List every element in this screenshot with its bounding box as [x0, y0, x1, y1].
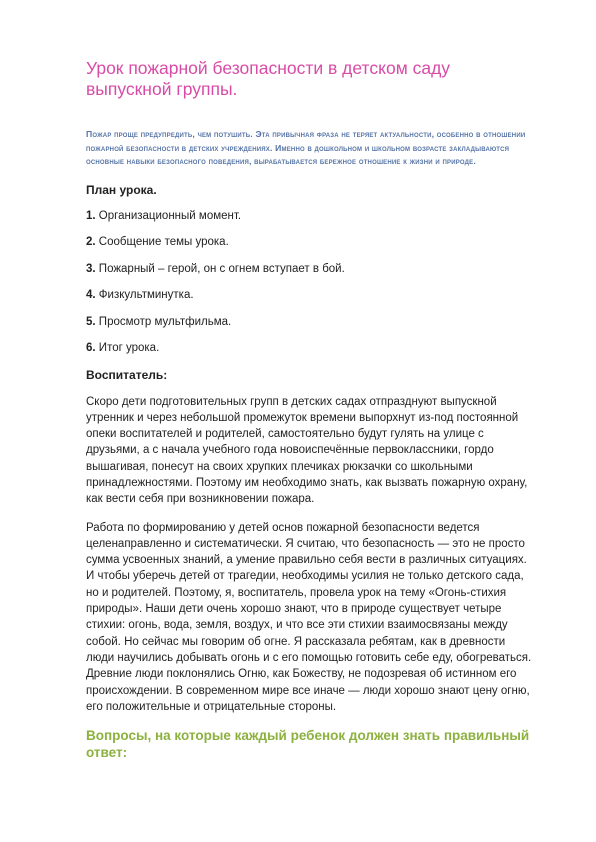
- plan-item-number: 1.: [86, 209, 96, 222]
- lead-paragraph: Пожар проще предупредить, чем потушить. Эта привычная фраза не теряет актуальности, особенно в отношении пожарной безопасности в детских учреждениях. Именно в дошкольном и школьном возрасте закладываются основные навыки безопасного поведения, вырабатывается бережное отношение к жизни и природе.: [86, 129, 526, 166]
- plan-item-text: Итог урока.: [98, 342, 160, 354]
- plan-heading: План урока.: [86, 182, 157, 197]
- plan-item-number: 6.: [86, 342, 96, 354]
- plan-item: [86, 262, 532, 276]
- plan-item-text: Пожарный – герой, он с огнем вступает в бой.: [98, 262, 345, 275]
- role-heading: Воспитатель:: [86, 367, 168, 382]
- plan-item-number: 4.: [86, 289, 96, 301]
- document-title: Урок пожарной безопасности в детском саду выпускной группы.: [86, 58, 451, 99]
- plan-item: [86, 341, 532, 355]
- plan-item-number: 3.: [86, 262, 96, 275]
- plan-list: [86, 209, 532, 356]
- plan-item: [86, 288, 532, 302]
- plan-item-text: Просмотр мультфильма.: [98, 315, 232, 328]
- plan-item-text: Сообщение темы урока.: [98, 236, 229, 248]
- plan-item: [86, 315, 532, 329]
- questions-heading: Вопросы, на которые каждый ребенок должен знать правильный ответ:: [86, 728, 530, 761]
- plan-item-text: Физкультминутка.: [98, 289, 194, 301]
- plan-item-number: 2.: [86, 236, 96, 248]
- body-paragraph: Скоро дети подготовительных групп в детских садах отпразднуют выпускной утренник и через небольшой промежуток времени выпорхнут из-под постоянной опеки воспитателей и родителей, самостоятельно будут гулять на улице с друзьями, а с начала учебного года новоиспечённые первоклассники, гордо вышагивая, понесут на своих хрупких плечиках рюкзачки со школьными принадлежностями. Поэтому им необходимо знать, как вызвать пожарную охрану, как вести себя при возникновении пожара.: [86, 395, 528, 506]
- body-paragraph: Работа по формированию у детей основ пожарной безопасности ведется целенаправленно и систематически. Я считаю, что безопасность — это не просто сумма усвоенных знаний, а умение правильно себя вести в различных ситуациях. И чтобы уберечь детей от трагедии, необходимы усилия не только детского сада, но и родителей. Поэтому, я, воспитатель, провела урок на тему «Огонь-стихия природы». Наши дети очень хорошо знают, что в природе существует четыре стихии: огонь, вода, земля, воздух, и что все эти стихии взаимосвязаны между собой. Но сейчас мы говорим об огне. Я рассказала ребятам, как в древности люди научились добывать огонь и с его помощью готовить себе еду, обогреваться. Древние люди поклонялись Огню, как Божеству, не подозревая об истинном его происхождении. В современном мире все иначе — люди хорошо знают цену огню, его положительные и отрицательные стороны.: [86, 521, 532, 713]
- plan-item: [86, 209, 532, 223]
- plan-item-text: Организационный момент.: [98, 209, 242, 222]
- plan-item-number: 5.: [86, 315, 96, 328]
- plan-item: [86, 235, 532, 249]
